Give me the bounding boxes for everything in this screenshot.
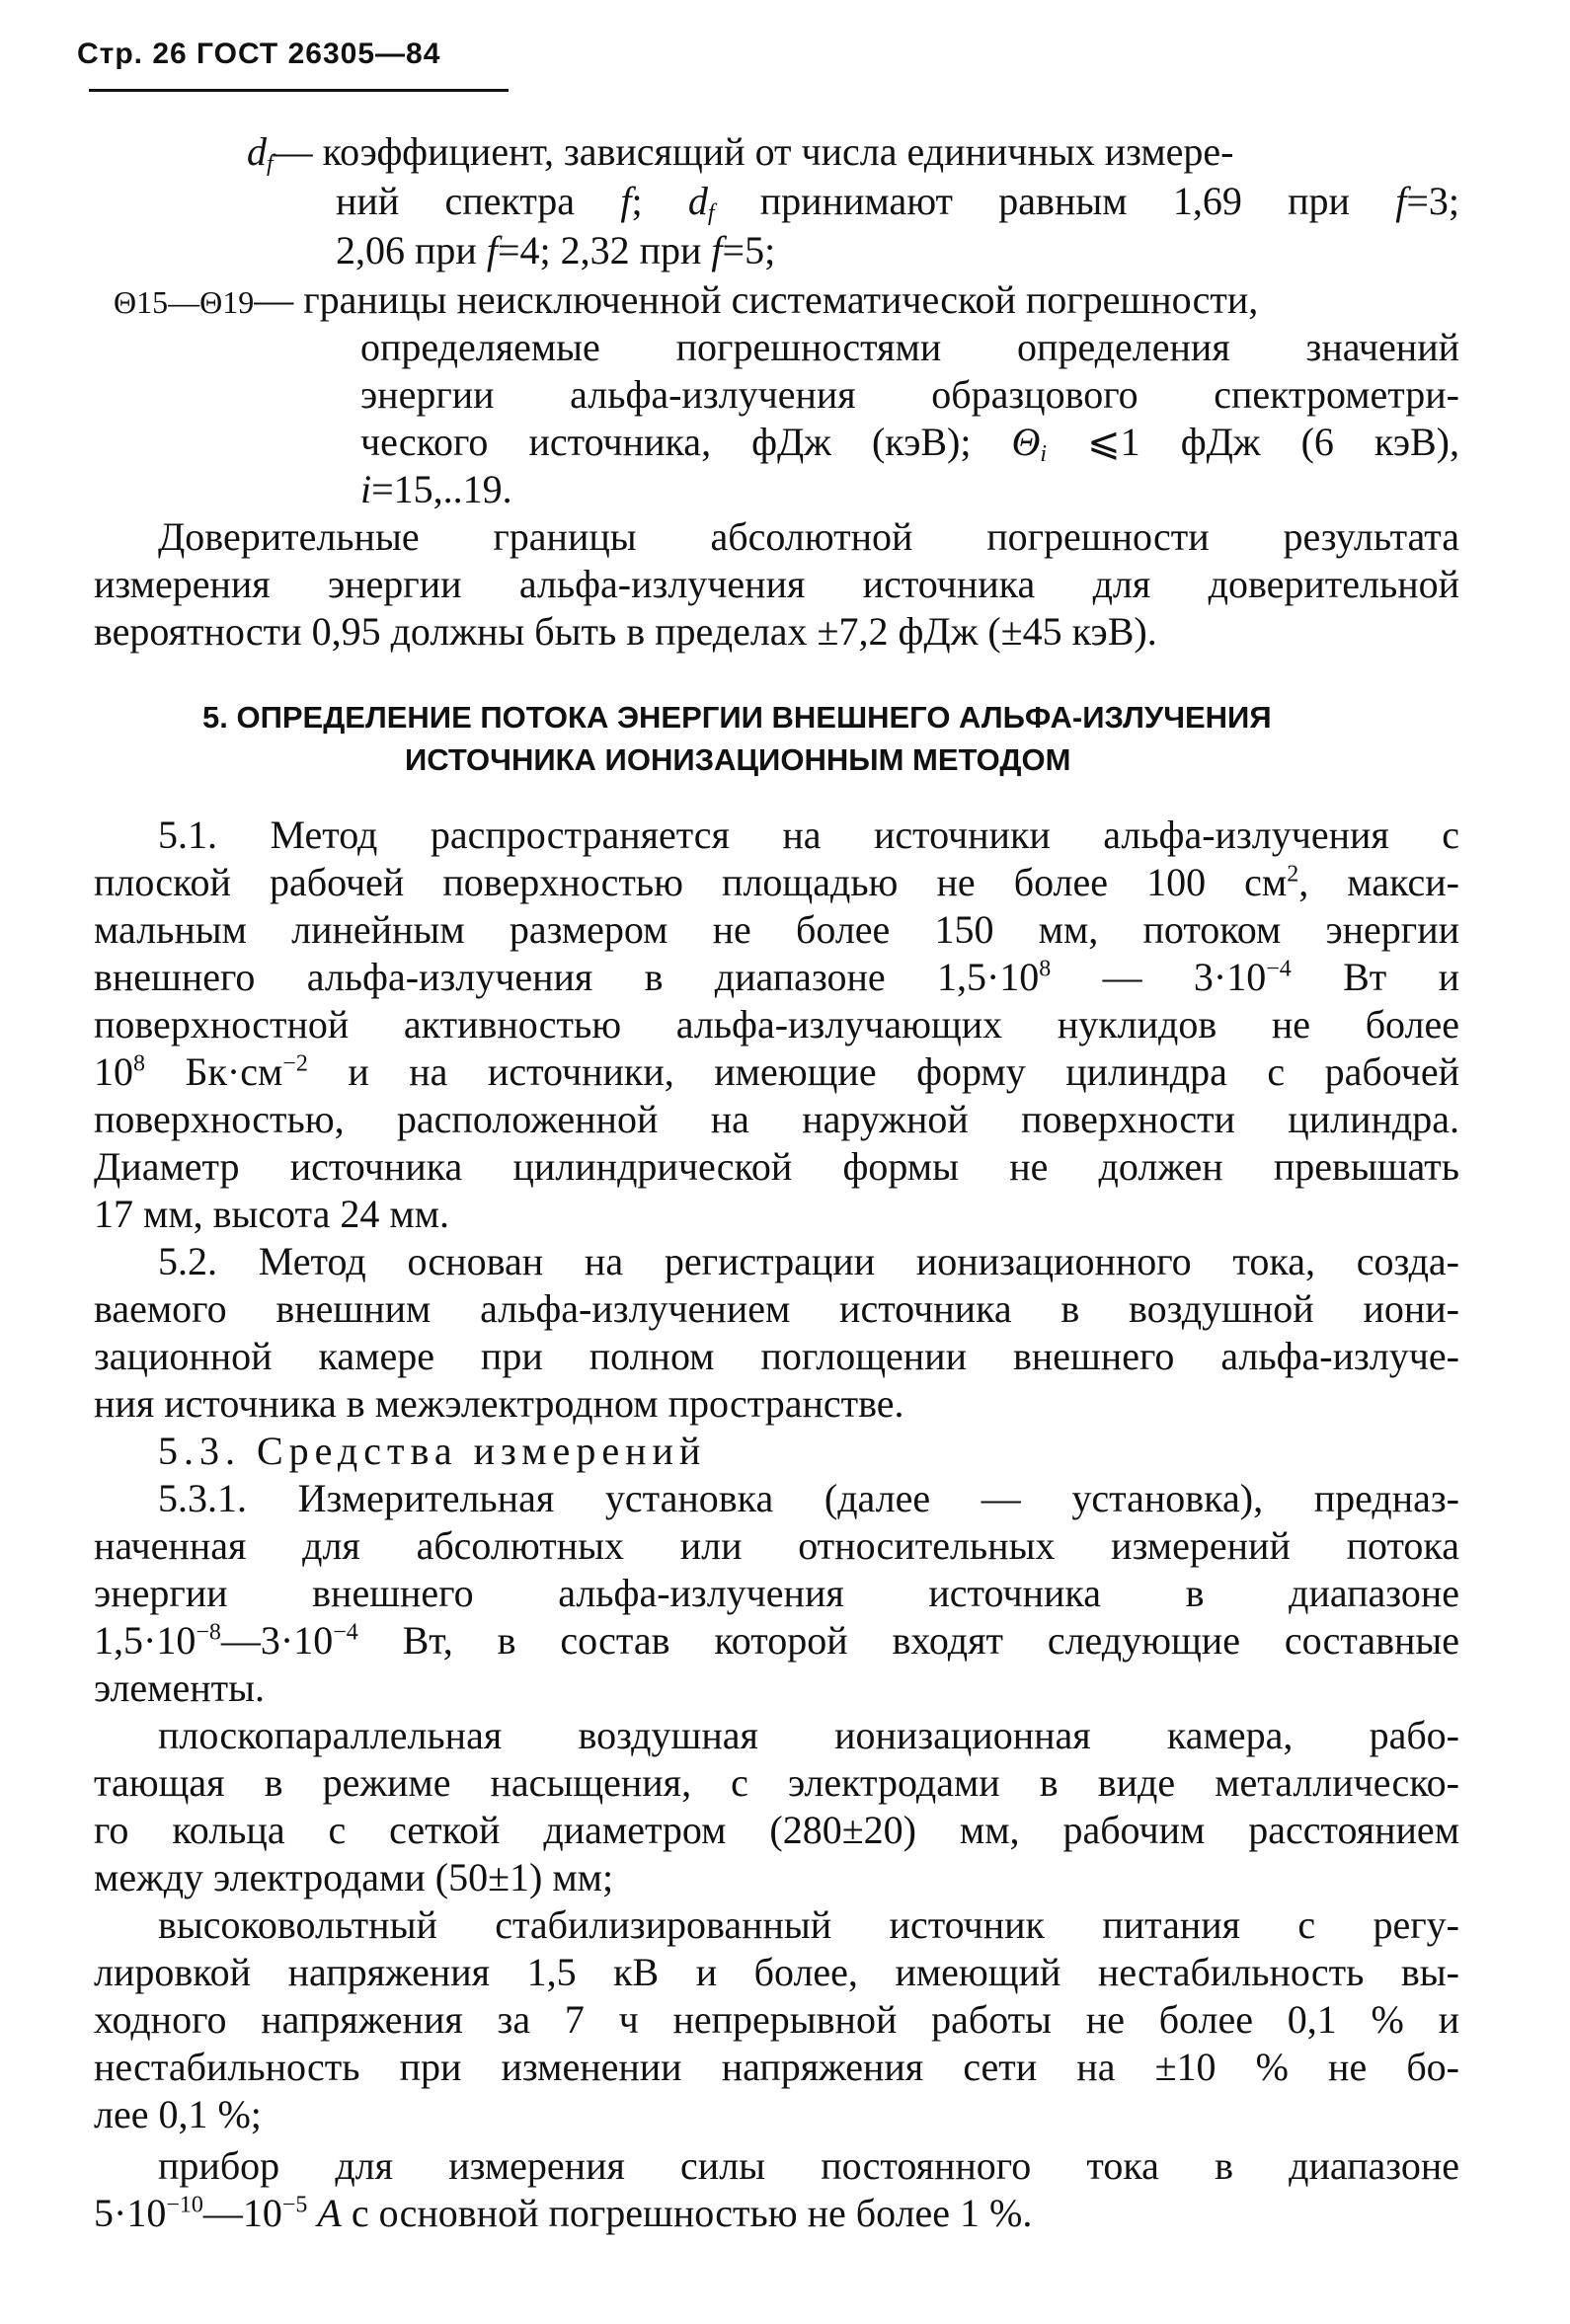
item-meter-line-2: $5\cdot 10^{-10}—10^{-5}$ А с основной погрешностью не более 1 %. — [94, 2191, 1033, 2235]
definition-theta-line-5: i=15,..19. — [360, 467, 512, 511]
p531-line-2: наченная для абсолютных или относительных измерений потока — [94, 1523, 1459, 1568]
item-chamber-line-4: между электродами (50±1) мм; — [94, 1855, 614, 1899]
p52-line-1: 5.2. Метод основан на регистрации ионизационного тока, созда- — [158, 1239, 1459, 1283]
item-power-line-1: высоковольтный стабилизированный источник питания с регу- — [158, 1902, 1459, 1947]
item-chamber-line-3: го кольца с сеткой диаметром (280±20) мм, рабочим расстоянием — [94, 1808, 1459, 1852]
definition-theta-line-4: ческого источника, фДж (кэВ); $\Theta_i$ ⩽1 фДж (6 кэВ), — [360, 420, 1459, 467]
p53-title: 5.3. Средства измерений — [158, 1429, 707, 1473]
section-heading-line-1: 5. ОПРЕДЕЛЕНИЕ ПОТОКА ЭНЕРГИИ ВНЕШНЕГО АЛЬФА-ИЗЛУЧЕНИЯ — [202, 700, 1272, 735]
p531-line-5: элементы. — [94, 1666, 265, 1710]
definition-theta-line-2: определяемые погрешностями определения значений — [360, 325, 1459, 369]
p52-line-2: ваемого внешним альфа-излучением источника в воздушной иони- — [94, 1286, 1459, 1331]
confidence-line-1: Доверительные границы абсолютной погрешности результата — [158, 514, 1459, 559]
definition-df-line-3: 2,06 при f=4; 2,32 при f=5; — [336, 228, 776, 272]
definition-df-line-2: ний спектра f; $d_f$ принимают равным 1,69 при f=3; — [336, 179, 1459, 226]
p51-line-6: $10^8$ $Бк\cdot см^{-2}$ и на источники, имеющие форму цилиндра с рабочей — [94, 1049, 1459, 1094]
item-power-line-4: нестабильность при изменении напряжения сети на ±10 % не бо- — [94, 2045, 1459, 2089]
confidence-line-2: измерения энергии альфа-излучения источника для доверительной — [94, 562, 1459, 606]
p51-line-2: плоской рабочей поверхностью площадью не более 100 $см^2$, макси- — [94, 860, 1459, 904]
p51-line-9: 17 мм, высота 24 мм. — [94, 1192, 449, 1236]
p52-line-4: ния источника в межэлектродном пространстве. — [94, 1381, 904, 1426]
definition-df-line-1: $d_f—$ коэффициент, зависящий от числа единичных измере- — [247, 129, 1234, 177]
p51-line-4: внешнего альфа-излучения в диапазоне $1,5\cdot 10^8$ — $3\cdot 10^{-4}$ Вт и — [94, 955, 1459, 999]
confidence-line-3: вероятности 0,95 должны быть в пределах ±7,2 фДж (±45 кэВ). — [94, 609, 1157, 654]
page-header: Стр. 26 ГОСТ 26305—84 — [77, 38, 441, 70]
p531-line-3: энергии внешнего альфа-излучения источника в диапазоне — [94, 1571, 1459, 1615]
item-power-line-5: лее 0,1 %; — [94, 2092, 262, 2136]
definition-theta-line-3: энергии альфа-излучения образцового спектрометри- — [360, 372, 1459, 417]
p531-line-1: 5.3.1. Измерительная установка (далее — установка), предназ- — [158, 1476, 1459, 1520]
p51-line-3: мальным линейным размером не более 150 мм, потоком энергии — [94, 907, 1459, 952]
item-power-line-3: ходного напряжения за 7 ч непрерывной работы не более 0,1 % и — [94, 1997, 1459, 2042]
p51-line-5: поверхностной активностью альфа-излучающих нуклидов не более — [94, 1002, 1459, 1046]
p51-line-7: поверхностью, расположенной на наружной поверхности цилиндра. — [94, 1097, 1459, 1141]
item-chamber-line-1: плоскопараллельная воздушная ионизационная камера, рабо- — [158, 1713, 1459, 1757]
definition-theta-line-1: Θ15—Θ19— границы неисключенной систематической погрешности, — [114, 277, 1259, 322]
header-rule — [89, 89, 509, 92]
item-meter-line-1: прибор для измерения силы постоянного тока в диапазоне — [158, 2143, 1459, 2188]
item-power-line-2: лировкой напряжения 1,5 кВ и более, имеющий нестабильность вы- — [94, 1950, 1459, 1994]
section-heading-line-2: ИСТОЧНИКА ИОНИЗАЦИОННЫМ МЕТОДОМ — [405, 742, 1071, 777]
item-chamber-line-2: тающая в режиме насыщения, с электродами в виде металлическо- — [94, 1760, 1459, 1805]
p531-line-4: $1,5\cdot 10^{-8}—3\cdot 10^{-4}$ Вт, в состав которой входят следующие составные — [94, 1618, 1459, 1663]
p52-line-3: зационной камере при полном поглощении внешнего альфа-излуче- — [94, 1334, 1459, 1378]
p51-line-1: 5.1. Метод распространяется на источники альфа-излучения с — [158, 813, 1459, 857]
p51-line-8: Диаметр источника цилиндрической формы не должен превышать — [94, 1144, 1459, 1189]
